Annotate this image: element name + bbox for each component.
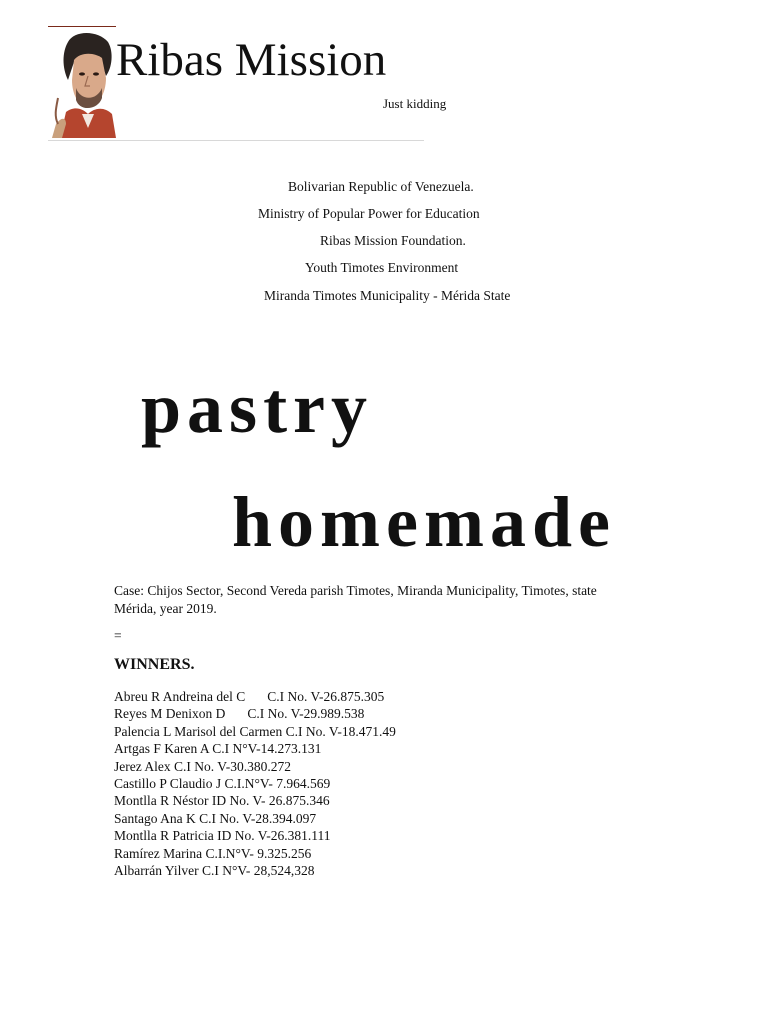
list-item bbox=[114, 845, 396, 862]
case-description: Case: Chijos Sector, Second Vereda parish Timotes, Miranda Municipality, Timotes, state Mérida, year 2019. bbox=[114, 583, 597, 616]
header-bottom-rule bbox=[48, 140, 424, 141]
page-title: Ribas Mission bbox=[116, 34, 387, 86]
separator-mark: = bbox=[114, 628, 122, 643]
winner-name: Castillo P Claudio J bbox=[114, 776, 222, 792]
headline-word-pastry: pastry bbox=[141, 368, 373, 448]
institution-line-environment: Youth Timotes Environment bbox=[305, 260, 459, 275]
tagline: Just kidding bbox=[383, 96, 447, 111]
winner-id: C.I No. V-29.989.538 bbox=[247, 706, 365, 722]
institution-line-foundation: Ribas Mission Foundation. bbox=[320, 233, 466, 248]
winners-heading: WINNERS. bbox=[114, 656, 195, 673]
winner-id: ID No. V-26.381.111 bbox=[217, 828, 331, 844]
winners-list bbox=[114, 688, 396, 879]
list-item bbox=[114, 740, 396, 757]
winner-name: Abreu R Andreina del C bbox=[114, 689, 246, 704]
winner-name: Montlla R Néstor bbox=[114, 793, 209, 809]
headline-word-homemade: homemade bbox=[232, 482, 616, 562]
winner-name: Montlla R Patricia bbox=[114, 828, 214, 844]
winner-id: C.I No. V-26.875.305 bbox=[267, 689, 385, 704]
winner-id: C.I No. V-18.471.49 bbox=[285, 723, 396, 739]
winner-name: Jerez Alex bbox=[114, 758, 171, 774]
portrait-illustration-icon bbox=[48, 28, 118, 138]
winner-name: Santago Ana K bbox=[114, 810, 196, 826]
winner-id: C.I.N°V- 9.325.256 bbox=[205, 845, 312, 861]
winner-id: C.I N°V-14.273.131 bbox=[212, 741, 322, 757]
winner-id: ID No. V- 26.875.346 bbox=[211, 793, 330, 809]
list-item bbox=[114, 775, 396, 792]
winner-name: Ramírez Marina bbox=[114, 845, 203, 861]
winner-id: C.I No. V-30.380.272 bbox=[173, 758, 291, 774]
winner-name: Palencia L Marisol del Carmen bbox=[114, 723, 283, 739]
list-item bbox=[114, 827, 396, 844]
winner-name: Reyes M Denixon D bbox=[114, 706, 226, 722]
winner-name: Artgas F Karen A bbox=[114, 741, 209, 757]
institution-line-municipality: Miranda Timotes Municipality - Mérida State bbox=[264, 288, 511, 303]
list-item bbox=[114, 792, 396, 809]
institution-line-country: Bolivarian Republic of Venezuela. bbox=[288, 179, 474, 194]
list-item bbox=[114, 862, 396, 879]
list-item bbox=[114, 723, 396, 740]
winner-id: C.I N°V- 28,524,328 bbox=[201, 863, 315, 879]
institution-line-ministry: Ministry of Popular Power for Education bbox=[258, 206, 480, 221]
header-top-rule bbox=[48, 26, 116, 27]
list-item bbox=[114, 810, 396, 827]
list-item bbox=[114, 758, 396, 775]
winner-name: Albarrán Yilver bbox=[114, 863, 199, 879]
list-item bbox=[114, 705, 396, 722]
winner-id: C.I No. V-28.394.097 bbox=[199, 810, 317, 826]
list-item bbox=[114, 688, 396, 705]
winner-id: C.I.N°V- 7.964.569 bbox=[224, 776, 331, 792]
